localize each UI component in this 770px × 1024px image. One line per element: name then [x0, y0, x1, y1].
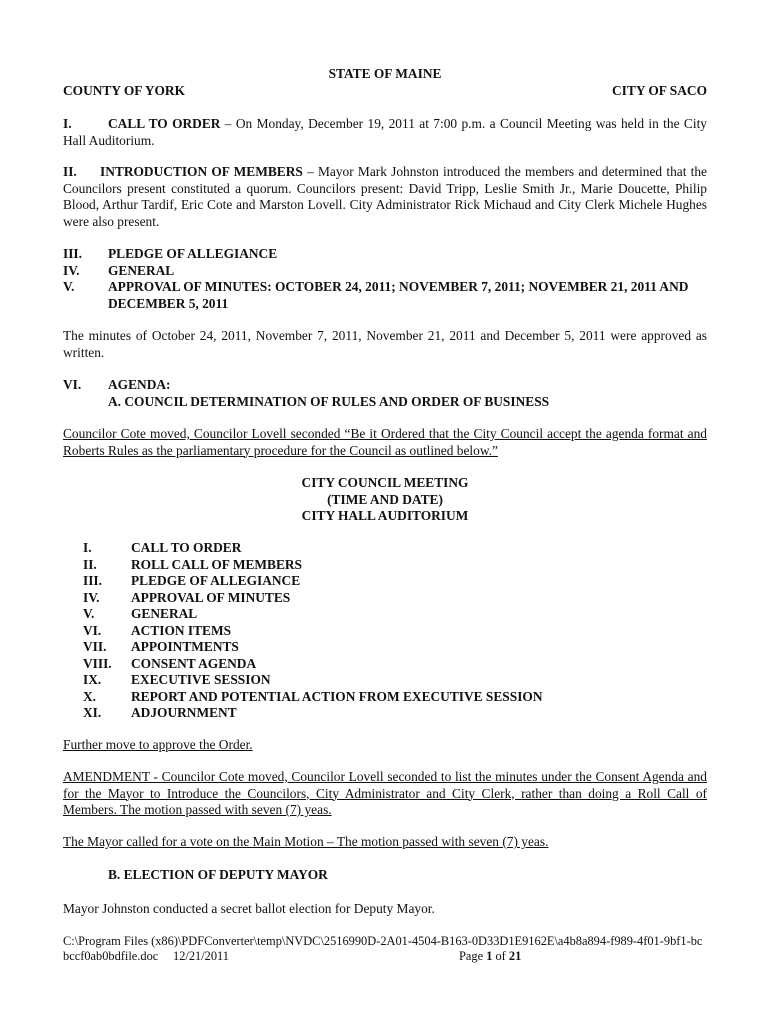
amendment-paragraph: AMENDMENT - Councilor Cote moved, Councilor Lovell seconded to list the minutes under the Consent Agenda and for the Mayor to Introduce the Councilors, City Administrator and City Clerk, rather than doing a Roll Call of Members. The motion passed with seven (7) yeas.: [63, 769, 707, 817]
section-number: IV.: [63, 262, 80, 278]
city-heading: CITY OF SACO: [612, 83, 707, 98]
minutes-paragraph: The minutes of October 24, 2011, November 7, 2011, November 21, 2011 and December 5, 2011 were approved as written.: [63, 328, 707, 360]
section-number: V.: [63, 279, 75, 294]
section-title: PLEDGE OF ALLEGIANCE: [108, 246, 278, 261]
section-list: [63, 246, 707, 312]
agenda-item: IX. EXECUTIVE SESSION: [83, 672, 271, 687]
county-heading: COUNTY OF YORK: [63, 83, 185, 98]
agenda-item: II. ROLL CALL OF MEMBERS: [83, 556, 303, 572]
section-agenda: [63, 377, 707, 410]
vote-paragraph: The Mayor called for a vote on the Main Motion – The motion passed with seven (7) yeas.: [63, 834, 549, 849]
section-number: I.: [63, 116, 72, 131]
motion-paragraph: Councilor Cote moved, Councilor Lovell seconded “Be it Ordered that the City Council accept the agenda format and Roberts Rules as the parliamentary procedure for the Council as outlined below.”: [63, 426, 707, 458]
section-text: – Mayor Mark Johnston introduced the members and determined that the Councilors present constituted a quorum. Councilors present: David Tripp, Leslie Smith Jr., Marie Doucette, Philip Blood, Arthur Tardif, Eric Cote and Marston Lovell. City Administrator Rick Michaud and City Clerk Michele Hughes were also present.: [63, 164, 708, 229]
meeting-time-date: (TIME AND DATE): [327, 491, 443, 507]
section-general: [63, 263, 707, 280]
section-title: CALL TO ORDER: [108, 116, 221, 131]
page-footer: [63, 934, 707, 964]
agenda-list: [83, 540, 543, 722]
section-number: II.: [63, 164, 77, 179]
section-approval: [63, 279, 707, 312]
section-title: GENERAL: [108, 262, 175, 278]
section-introduction: [63, 164, 707, 230]
meeting-block: [63, 475, 707, 525]
county-city-row: [63, 83, 707, 100]
agenda-item: IV. APPROVAL OF MINUTES: [83, 589, 291, 605]
footer-file-path: C:\Program Files (x86)\PDFConverter\temp\NVDC\2516990D-2A01-4504-B163-0D33D1E9162E\a4b8a894-f989-4f01-9bf1-bcbccf0ab0bdfile.doc: [63, 934, 703, 963]
agenda-item: VII. APPOINTMENTS: [83, 639, 239, 654]
subsection-b-title: B. ELECTION OF DEPUTY MAYOR: [108, 867, 328, 882]
section-number: VI.: [63, 377, 82, 392]
section-call-to-order: [63, 116, 707, 149]
section-title: APPROVAL OF MINUTES: OCTOBER 24, 2011; NOVEMBER 7, 2011; NOVEMBER 21, 2011 AND DECEMBER 5, 2011: [108, 279, 689, 311]
section-pledge: [63, 246, 707, 263]
footer-page-number: Page 1 of 21: [459, 949, 522, 963]
subsection-a-title: A. COUNCIL DETERMINATION OF RULES AND ORDER OF BUSINESS: [108, 393, 550, 409]
election-paragraph: Mayor Johnston conducted a secret ballot election for Deputy Mayor.: [63, 901, 435, 916]
agenda-item: VIII. CONSENT AGENDA: [83, 655, 257, 671]
meeting-title: CITY COUNCIL MEETING: [301, 475, 469, 490]
section-title: AGENDA:: [108, 377, 171, 392]
agenda-item: V. GENERAL: [83, 606, 198, 621]
section-text: – On Monday, December 19, 2011 at 7:00 p.m. a Council Meeting was held in the City Hall Auditorium.: [63, 116, 707, 148]
agenda-item: III. PLEDGE OF ALLEGIANCE: [83, 573, 301, 588]
meeting-location: CITY HALL AUDITORIUM: [301, 508, 469, 523]
agenda-item: X. REPORT AND POTENTIAL ACTION FROM EXECUTIVE SESSION: [83, 688, 543, 704]
state-heading: STATE OF MAINE: [328, 66, 442, 81]
agenda-item: XI. ADJOURNMENT: [83, 705, 237, 720]
agenda-item: VI. ACTION ITEMS: [83, 622, 232, 638]
footer-date: 12/21/2011: [173, 949, 229, 963]
section-title: INTRODUCTION OF MEMBERS: [100, 164, 303, 179]
further-paragraph: Further move to approve the Order.: [63, 737, 253, 752]
section-number: III.: [63, 246, 82, 261]
agenda-item: I. CALL TO ORDER: [83, 540, 242, 555]
